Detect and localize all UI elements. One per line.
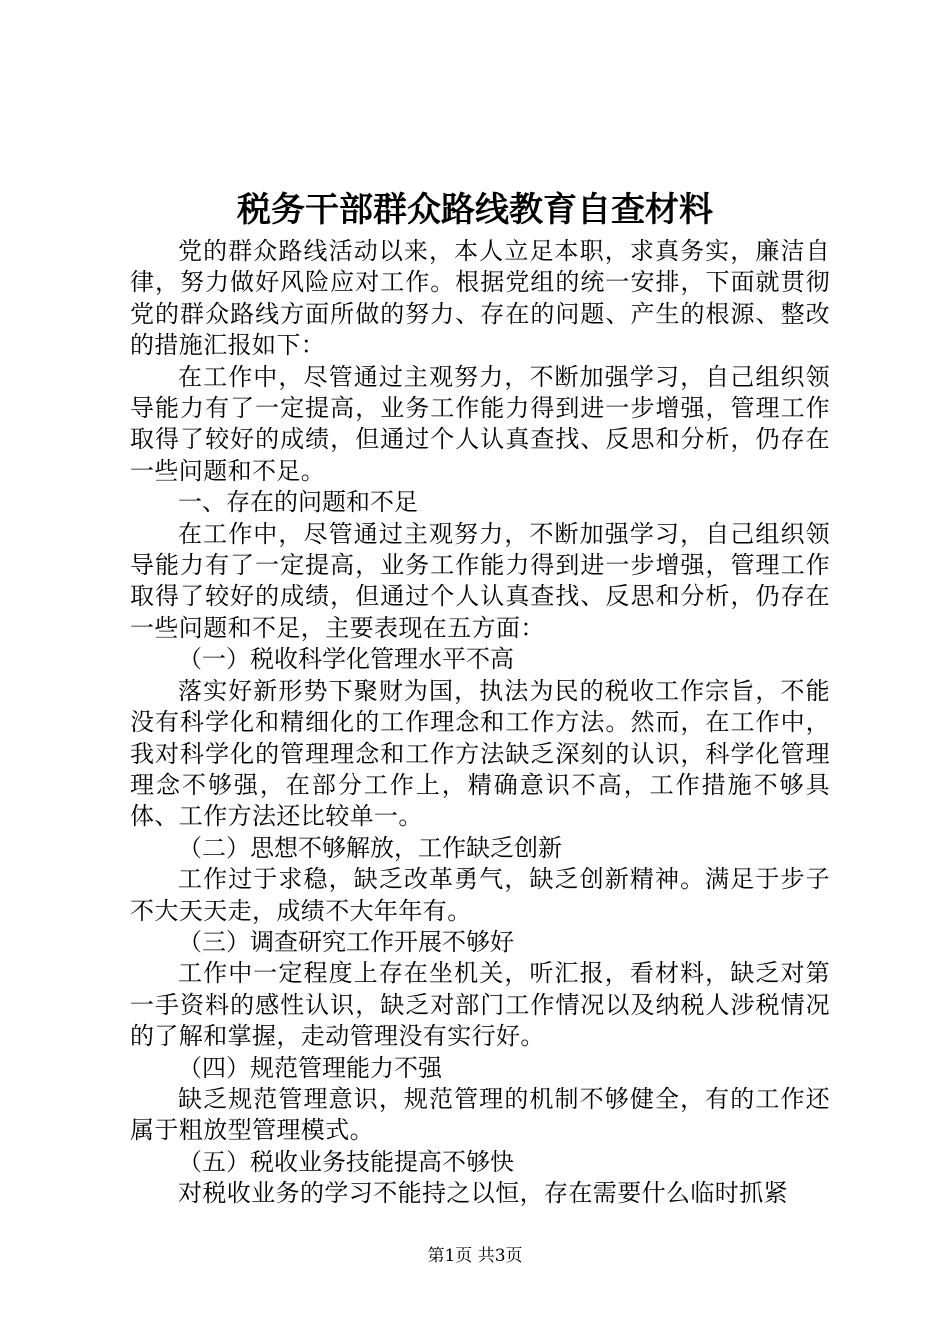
subheading-4: （四）规范管理能力不强 [178,1053,442,1082]
subheading-5: （五）税收业务技能提高不够快 [178,1147,514,1176]
paragraph-3: 工作中一定程度上存在坐机关，听汇报，看材料，缺乏对第一手资料的感性认识，缺乏对部门工作情况以及纳税人涉税情况的了解和掌握，走动管理没有实行好。 [130,959,830,1051]
paragraph-problems: 在工作中，尽管通过主观努力，不断加强学习，自己组织领导能力有了一定提高，业务工作能力得到进一步增强，管理工作取得了较好的成绩，但通过个人认真查找、反思和分析，仍存在一些问题和不足，主要表现在五方面： [130,519,830,642]
paragraph-1: 落实好新形势下聚财为国，执法为民的税收工作宗旨，不能没有科学化和精细化的工作理念和工作方法。然而，在工作中，我对科学化的管理理念和工作方法缺乏深刻的认识，科学化管理理念不够强，在部分工作上，精确意识不高，工作措施不够具体、工作方法还比较单一。 [130,676,830,831]
subheading-2: （二）思想不够解放，工作缺乏创新 [178,833,562,862]
paragraph-4: 缺乏规范管理意识，规范管理的机制不够健全，有的工作还属于粗放型管理模式。 [130,1084,830,1145]
subheading-3: （三）调查研究工作开展不够好 [178,927,514,956]
paragraph-5: 对税收业务的学习不能持之以恒，存在需要什么临时抓紧 [178,1179,788,1208]
page-number: 第1页 共3页 [427,1246,523,1266]
document-body [130,236,830,1210]
paragraph-intro: 党的群众路线活动以来，本人立足本职，求真务实，廉洁自律，努力做好风险应对工作。根据党组的统一安排，下面就贯彻党的群众路线方面所做的努力、存在的问题、产生的根源、整改的措施汇报如下： [130,237,830,360]
subheading-1: （一）税收科学化管理水平不高 [178,645,514,674]
paragraph-overview: 在工作中，尽管通过主观努力，不断加强学习，自己组织领导能力有了一定提高，业务工作能力得到进一步增强，管理工作取得了较好的成绩，但通过个人认真查找、反思和分析，仍存在一些问题和不足。 [130,362,830,485]
section-heading: 一、存在的问题和不足 [178,488,418,517]
document-title: 税务干部群众路线教育自查材料 [237,190,713,230]
paragraph-2: 工作过于求稳，缺乏改革勇气，缺乏创新精神。满足于步子不大天天走，成绩不大年年有。 [130,865,830,925]
